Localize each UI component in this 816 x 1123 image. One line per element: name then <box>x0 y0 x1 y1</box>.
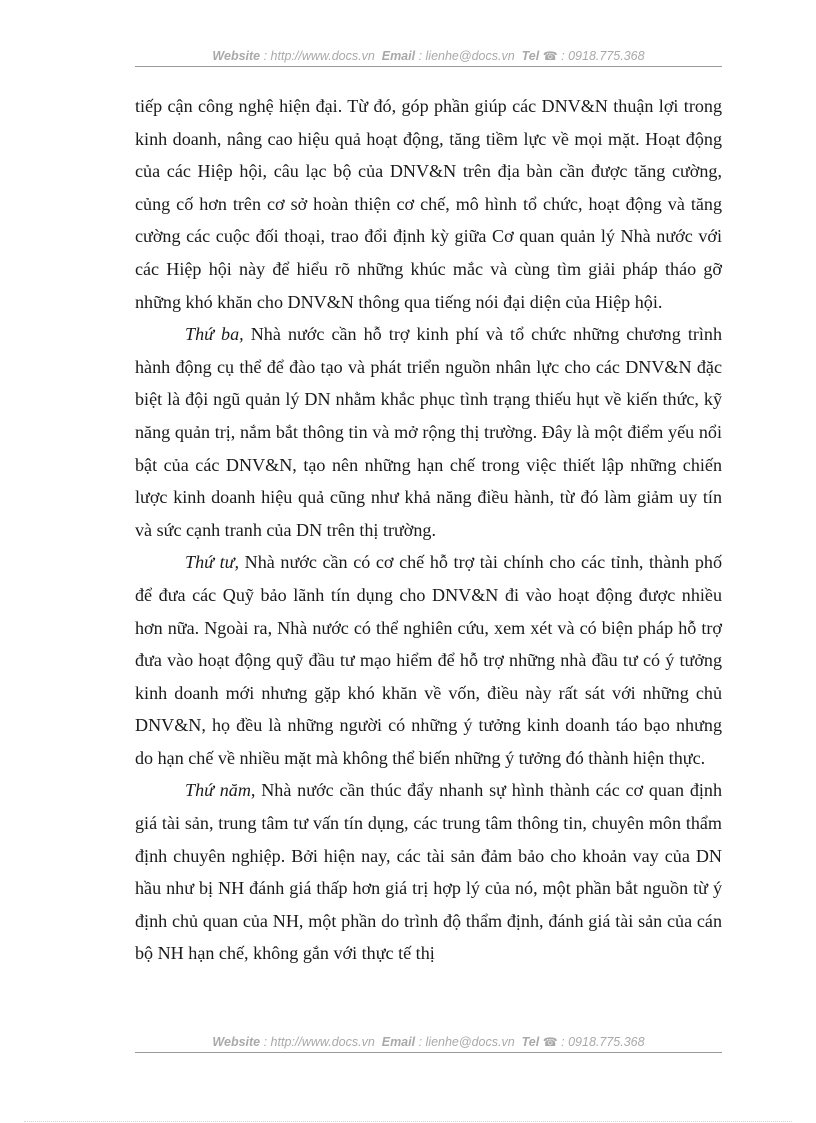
header-website-link[interactable]: : http://www.docs.vn <box>263 49 375 63</box>
paragraph: tiếp cận công nghệ hiện đại. Từ đó, góp phần giúp các DNV&N thuận lợi trong kinh doanh, nâng cao hiệu quả hoạt động, tăng tiềm lực về mọi mặt. Hoạt động của các Hiệp hội, câu lạc bộ của DNV&N trên địa bàn cần được tăng cường, củng cố hơn trên cơ sở hoàn thiện cơ chế, mô hình tổ chức, hoạt động và tăng cường các cuộc đối thoại, trao đổi định kỳ giữa Cơ quan quản lý Nhà nước với các Hiệp hội này để hiểu rõ những khúc mắc và cùng tìm giải pháp tháo gỡ những khó khăn cho DNV&N thông qua tiếng nói đại diện của Hiệp hội. <box>135 96 722 312</box>
paragraph-lead: Thứ tư, <box>185 552 240 573</box>
paragraph-text: Nhà nước cần có cơ chế hỗ trợ tài chính cho các tỉnh, thành phố để đưa các Quỹ bảo lãnh tín dụng cho DNV&N đi vào hoạt động được nhiều hơn nữa. Ngoài ra, Nhà nước có thể nghiên cứu, xem xét và có biện pháp hỗ trợ đưa vào hoạt động quỹ đầu tư mạo hiểm để hỗ trợ những nhà đầu tư có ý tưởng kinh doanh mới nhưng gặp khó khăn về vốn, điều này rất sát với những chủ DNV&N, họ đều là những người có những ý tưởng kinh doanh táo bạo nhưng do hạn chế về nhiều mặt mà không thể biến những ý tưởng đó thành hiện thực. <box>135 552 722 768</box>
page-header <box>135 48 722 64</box>
footer-divider <box>135 1052 722 1053</box>
paragraph <box>135 774 722 970</box>
paragraph <box>135 318 722 546</box>
header-email-label: Email <box>381 49 416 63</box>
page-footer <box>135 1034 722 1050</box>
footer-website-label: Website <box>212 1035 261 1049</box>
header-tel-label: Tel <box>521 49 540 63</box>
paragraph-lead: Thứ ba, <box>185 324 244 345</box>
paragraph-text: Nhà nước cần hỗ trợ kinh phí và tổ chức những chương trình hành động cụ thể để đào tạo và phát triển nguồn nhân lực cho các DNV&N đặc biệt là đội ngũ quản lý DN nhằm khắc phục tình trạng thiếu hụt về kiến thức, kỹ năng quản trị, nắm bắt thông tin và mở rộng thị trường. Đây là một điểm yếu nổi bật của các DNV&N, tạo nên những hạn chế trong việc thiết lập những chiến lược kinh doanh hiệu quả cũng như khả năng điều hành, từ đó làm giảm uy tín và sức cạnh tranh của DN trên thị trường. <box>135 324 723 540</box>
footer-tel-value: : 0918.775.368 <box>561 1035 645 1049</box>
paragraph <box>135 546 722 774</box>
footer-email-label: Email <box>381 1035 416 1049</box>
phone-icon: ☎ <box>542 1035 558 1049</box>
paragraph-lead: Thứ năm <box>185 780 251 801</box>
footer-tel-label: Tel <box>521 1035 540 1049</box>
header-divider <box>135 66 722 67</box>
paragraph-text: , Nhà nước cần thúc đẩy nhanh sự hình thành các cơ quan định giá tài sản, trung tâm tư vấn tín dụng, các trung tâm thông tin, chuyên môn thẩm định chuyên nghiệp. Bởi hiện nay, các tài sản đảm bảo cho khoản vay của DN hầu như bị NH đánh giá thấp hơn giá trị hợp lý của nó, một phần bắt nguồn từ ý định chủ quan của NH, một phần do trình độ thẩm định, đánh giá tài sản của cán bộ NH hạn chế, không gắn với thực tế thị <box>135 780 722 964</box>
phone-icon: ☎ <box>542 49 558 63</box>
page-edge-dotted-line <box>24 1121 792 1122</box>
header-email-link[interactable]: : lienhe@docs.vn <box>418 49 515 63</box>
footer-website-link[interactable]: : http://www.docs.vn <box>263 1035 375 1049</box>
document-body <box>135 90 722 970</box>
header-website-label: Website <box>212 49 261 63</box>
header-tel-value: : 0918.775.368 <box>561 49 645 63</box>
footer-email-link[interactable]: : lienhe@docs.vn <box>418 1035 515 1049</box>
